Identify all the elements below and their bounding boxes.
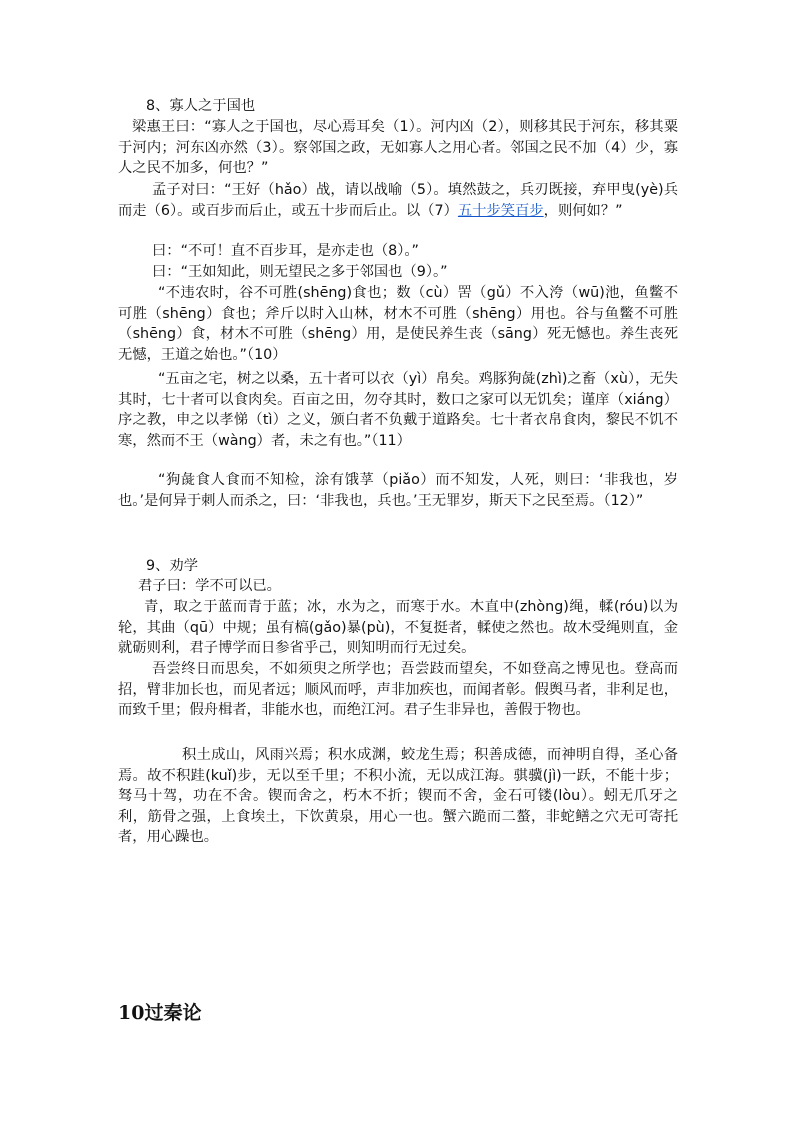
- section-8-paragraph-2: [118, 180, 678, 221]
- idiom-link[interactable]: 五十步笑百步: [457, 202, 544, 219]
- section-8-paragraph-6: “五亩之宅，树之以桑，五十者可以衣（yì）帛矣。鸡豚狗彘(zhì)之畜（xù），无失其时，七十者可以食肉矣。百亩之田，勿夺其时，数口之家可以无饥矣；谨庠（xiáng）序之教，申之以孝悌（tì）之义，颁白者不负戴于道路矣。七十者衣帛食肉，黎民不饥不寒，然而不王（wàng）者，未之有也。”（11）: [118, 371, 678, 449]
- paragraph-2-text-start: 孟子对曰：“王好（hǎo）战，请以战喻（5）。填然鼓之，兵刃既接，弃甲曳(yè)兵而走（6）。或百步而后止，或五十步而后止。以（7）: [118, 182, 678, 219]
- paragraph-2-text-end: ，则何如？”: [543, 202, 623, 219]
- section-8-paragraph-3: 曰：“不可！直不百步耳，是亦走也（8）。”: [152, 243, 419, 259]
- section-9-paragraph-4: 积土成山，风雨兴焉；积水成渊，蛟龙生焉；积善成德，而神明自得，圣心备焉。故不积跬(kuǐ)步，无以至千里；不积小流，无以成江海。骐骥(jì)一跃，不能十步；驽马十驾，功在不舍。锲而舍之，朽木不折；锲而不舍，金石可镂(lòu）。蚓无爪牙之利，筋骨之强，上食埃土，下饮黄泉，用心一也。蟹六跪而二螯，非蛇鳝之穴无可寄托者，用心躁也。: [118, 747, 678, 845]
- section-9-paragraph-3: 吾尝终日而思矣，不如须臾之所学也；吾尝跂而望矣，不如登高之博见也。登高而招，臂非加长也，而见者远；顺风而呼，声非加疾也，而闻者彰。假舆马者，非利足也，而致千里；假舟楫者，非能水也，而绝江河。君子生非异也，善假于物也。: [118, 661, 678, 718]
- section-8-paragraph-1: 梁惠王曰：“寡人之于国也，尽心焉耳矣（1）。河内凶（2），则移其民于河东，移其粟于河内；河东凶亦然（3）。察邻国之政，无如寡人之用心者。邻国之民不加（4）少，寡人之民不加多，何也？”: [118, 119, 678, 176]
- section-9-paragraph-1: 君子曰：学不可以已。: [138, 578, 281, 594]
- section-9-heading: 9、劝学: [146, 558, 198, 574]
- section-8-heading: 8、寡人之于国也: [146, 98, 256, 114]
- section-10-heading: 10过秦论: [118, 1002, 202, 1024]
- section-8-paragraph-5: “不违农时，谷不可胜(shēng)食也；数（cù）罟（gǔ）不入洿（wū)池，鱼鳖不可胜（shēng）食也；斧斤以时入山林，材木不可胜（shēng）用也。谷与鱼鳖不可胜（shēng）食，材木不可胜（shēng）用，是使民养生丧（sāng）死无憾也。养生丧死无憾，王道之始也。”（10）: [118, 285, 678, 363]
- section-8-paragraph-4: 曰：“王如知此，则无望民之多于邻国也（9）。”: [152, 264, 448, 280]
- section-9-paragraph-2: 青，取之于蓝而青于蓝；冰，水为之，而寒于水。木直中(zhòng)绳，輮(róu)以为轮，其曲（qū）中规；虽有槁(gǎo)暴(pù)，不复挺者，輮使之然也。故木受绳则直，金就砺则利，君子博学而日参省乎己，则知明而行无过矣。: [118, 599, 678, 656]
- section-8-paragraph-7: “狗彘食人食而不知检，涂有饿莩（piǎo）而不知发，人死，则曰：‘非我也，岁也。’是何异于刺人而杀之，曰：‘非我也，兵也。’王无罪岁，斯天下之民至焉。（12）”: [118, 472, 678, 509]
